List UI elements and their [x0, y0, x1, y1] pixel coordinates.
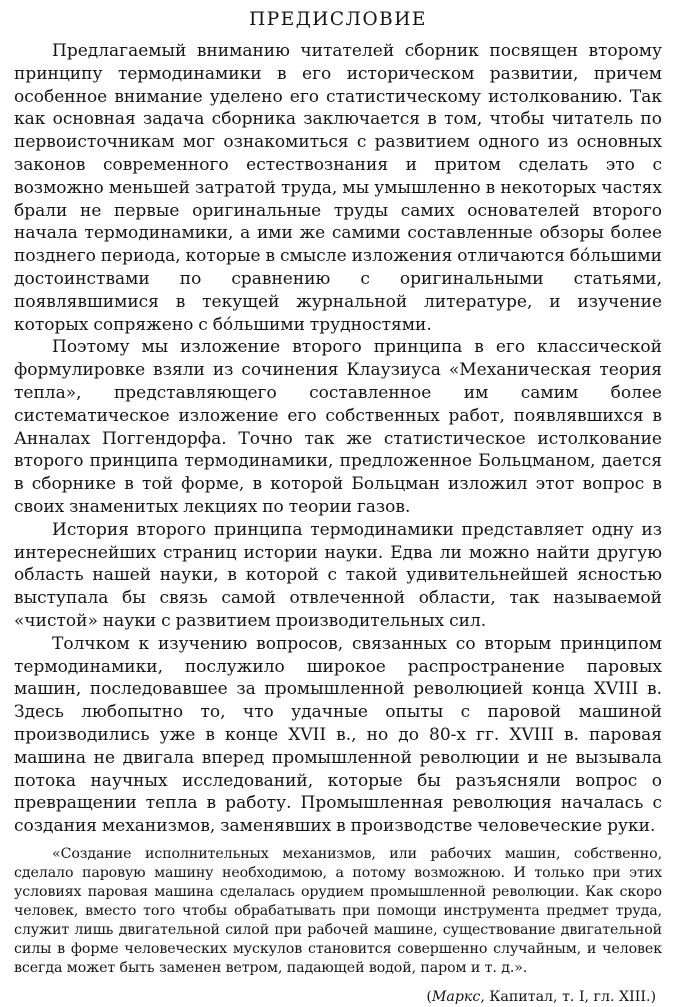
paragraph-4: Толчком к изучению вопросов, связанных со вторым принципом термодинамики, послужило широкое распространение паровых машин, последовавшее за промышленной революцией конца XVIII в. Здесь любопытно то, что удачные опыты с паровой машиной производились уже в конце XVII в., но до 80-х гг. XVIII в. паровая машина не двигала вперед промышленной революции и не вызывала потока научных исследований, которые бы разъясняли вопрос о превращении тепла в работу. Промышленная революция началась с создания механизмов, заменявших в производстве человеческие руки.: [14, 633, 662, 837]
source-author: Маркс: [431, 988, 481, 1005]
quote-source: [14, 988, 656, 1007]
block-quote: «Создание исполнительных механизмов, или рабочих машин, собственно, сделало паровую машину необходимою, а потому возможною. И только при этих условиях паровая машина сделалась орудием промышленной революции. Как скоро человек, вместо того чтобы обрабатывать при помощи инструмента предмет труда, служит лишь двигательной силой при рабочей машине, существование двигательной силы в форме человеческих мускулов становится совершенно случайным, и человек всегда может быть заменен ветром, падающей водой, паром и т. д.».: [14, 845, 662, 976]
page-title: ПРЕДИСЛОВИЕ: [249, 9, 427, 30]
paragraph-1: Предлагаемый вниманию читателей сборник посвящен второму принципу термодинамики в его историческом развитии, причем особенное внимание уделено его статистическому истолкованию. Так как основная задача сборника заключается в том, чтобы читатель по первоисточникам мог ознакомиться с развитием одного из основных законов современного естествознания и притом сделать это с возможно меньшей затратой труда, мы умышленно в некоторых частях брали не первые оригинальные труды самих основателей второго начала термодинамики, а ими же самими составленные обзоры более позднего периода, которые в смысле изложения отличаются бо́льшими достоинствами по сравнению с оригинальными статьями, появлявшимися в текущей журнальной литературе, и изучение которых сопряжено с бо́льшими трудностями.: [14, 41, 662, 335]
source-reference: , Капитал, т. I, гл. XIII.): [480, 988, 656, 1005]
source-open-paren: (: [426, 988, 432, 1005]
paragraph-3: История второго принципа термодинамики представляет одну из интереснейших страниц истории науки. Едва ли можно найти другую область нашей науки, в которой с такой удивительнейшей ясностью выступала бы связь самой отвлеченной области, так называемой «чистой» науки с развитием производительных сил.: [14, 519, 662, 631]
paragraph-2: Поэтому мы изложение второго принципа в его классической формулировке взяли из сочинения Клаузиуса «Механическая теория тепла», представляющего составленное им самим более систематическое изложение его собственных работ, появлявшихся в Анналах Поггендорфа. Точно так же статистическое истолкование второго принципа термодинамики, предложенное Больцманом, дается в сборнике в той форме, в которой Больцман изложил этот вопрос в своих знаменитых лекциях по теории газов.: [14, 337, 662, 517]
